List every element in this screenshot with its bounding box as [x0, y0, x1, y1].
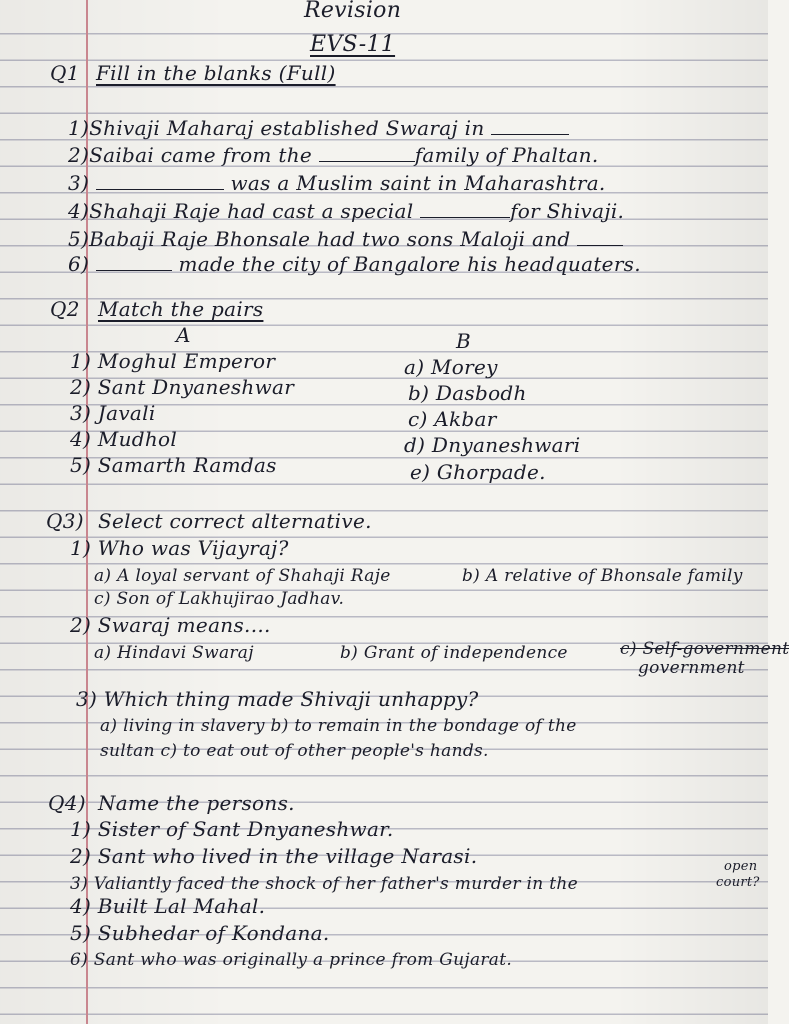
q3-q2-option-a: a) Hindavi Swaraj [94, 643, 254, 663]
q3-q3-options-line-2: sultan c) to eat out of other people's hands. [100, 741, 489, 761]
fill-blank [420, 201, 510, 218]
q1-item-6: 6) made the city of Bangalore his headquaters. [68, 252, 641, 276]
q3-q1-option-a: a) A loyal servant of Shahaji Raje [94, 566, 391, 586]
q4-item-1: 1) Sister of Sant Dnyaneshwar. [70, 817, 394, 841]
q3-q3-options-line-1: a) living in slavery b) to remain in the bondage of the [100, 716, 577, 736]
q2-right-3: c) Akbar [408, 407, 497, 431]
q3-question-2: 2) Swaraj means.... [70, 613, 271, 637]
fill-blank [96, 173, 224, 190]
q4-item-4: 4) Built Lal Mahal. [70, 894, 266, 918]
fill-blank [577, 229, 623, 246]
q2-left-2: 2) Sant Dnyaneshwar [70, 375, 295, 399]
q3-q1-option-c: c) Son of Lakhujirao Jadhav. [94, 589, 345, 609]
fill-blank [491, 118, 569, 135]
q1-heading: Fill in the blanks (Full) [96, 61, 336, 85]
q4-item-3: 3) Valiantly faced the shock of her father's murder in the [70, 874, 578, 894]
q2-left-4: 4) Mudhol [70, 427, 178, 451]
q3-q2-option-b: b) Grant of independence [340, 643, 568, 663]
q4-item-3-note-bottom: court? [716, 875, 760, 890]
q1-item-3: 3) was a Muslim saint in Maharashtra. [68, 171, 606, 195]
q3-label: Q3) [46, 509, 84, 533]
q3-question-3: 3) Which thing made Shivaji unhappy? [76, 687, 479, 711]
q3-q1-option-b: b) A relative of Bhonsale family [462, 566, 743, 586]
page-title: Revision [304, 0, 402, 23]
q4-item-3-note-top: open [724, 859, 758, 874]
q1-item-1: 1)Shivaji Maharaj established Swaraj in [68, 117, 569, 139]
q2-col-a: A [176, 323, 191, 347]
q2-left-1: 1) Moghul Emperor [70, 349, 276, 373]
q4-heading: Name the persons. [98, 791, 295, 815]
q2-heading: Match the pairs [98, 297, 264, 321]
q1-item-5: 5)Babaji Raje Bhonsale had two sons Maloji and [68, 228, 623, 250]
q2-right-5: e) Ghorpade. [410, 460, 546, 484]
q1-label: Q1 [50, 61, 80, 85]
q3-heading: Select correct alternative. [98, 509, 372, 533]
subject-title: EVS-11 [310, 32, 396, 57]
q2-label: Q2 [50, 297, 80, 321]
q4-item-5: 5) Subhedar of Kondana. [70, 921, 330, 945]
q3-question-1: 1) Who was Vijayraj? [70, 536, 289, 560]
q1-item-4: 4)Shahaji Raje had cast a special for Shivaji. [68, 199, 625, 223]
q2-right-4: d) Dnyaneshwari [404, 433, 581, 457]
fill-blank [319, 145, 415, 162]
q2-right-2: b) Dasbodh [408, 381, 527, 405]
fill-blank [96, 254, 172, 271]
q2-right-1: a) Morey [404, 355, 498, 379]
q3-q2-option-c-correction: government [638, 658, 745, 678]
q4-item-6: 6) Sant who was originally a prince from Gujarat. [70, 950, 513, 970]
q2-left-5: 5) Samarth Ramdas [70, 453, 277, 477]
q1-item-2: 2)Saibai came from the family of Phaltan. [68, 143, 599, 167]
q2-col-b: B [456, 329, 471, 353]
q3-q2-option-c: c) Self-government [620, 639, 789, 659]
q4-label: Q4) [48, 791, 86, 815]
q2-left-3: 3) Javali [70, 401, 156, 425]
q4-item-2: 2) Sant who lived in the village Narasi. [70, 844, 478, 868]
